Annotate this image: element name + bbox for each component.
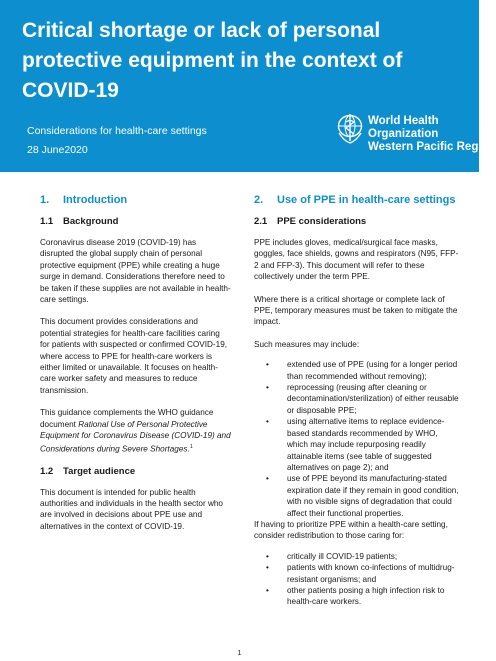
paragraph-text: This guidance complements the WHO guidance document xyxy=(40,408,214,429)
paragraph: Coronavirus disease 2019 (COVID-19) has disrupted the global supply chain of personal protective equipment (PPE) while creating a huge surge in demand. Considerations therefore need to be taken if these supplies are not available in health-care settings. xyxy=(40,238,231,305)
who-emblem-icon xyxy=(336,113,364,145)
list-item-text: use of PPE beyond its manufacturing-stated expiration date if they remain in good condition, with no visible signs of degradation that could affect their functional properties. xyxy=(287,474,459,518)
paragraph: Where there is a critical shortage or complete lack of PPE, temporary measures must be taken to mitigate the impact. xyxy=(254,294,458,327)
list-item-text: critically ill COVID-19 patients; xyxy=(287,551,398,561)
list-item xyxy=(266,359,459,382)
list-item-text: reprocessing (reusing after cleaning or decontamination/sterilization) of either reusable or disposable PPE; xyxy=(287,383,459,415)
subsection-title: PPE considerations xyxy=(277,216,367,227)
org-name-line1: World Health xyxy=(368,115,439,127)
document-reference: Rational Use of Personal Protective Equipment for Coronavirus Disease (COVID-19) and Considerations during Severe Shortages xyxy=(40,419,231,454)
list-item xyxy=(266,551,459,562)
who-org-name xyxy=(368,115,496,154)
list-item xyxy=(266,416,459,473)
subsection-title: Background xyxy=(63,216,119,227)
paragraph: Such measures may include: xyxy=(254,339,360,349)
bullet: • xyxy=(266,474,269,484)
bullet: • xyxy=(266,585,269,595)
bullet: • xyxy=(266,360,269,370)
bullet: • xyxy=(266,383,269,393)
measures-list xyxy=(266,359,459,519)
paragraph: This document provides considerations and potential strategies for health-care facilities caring for patients with suspected or confirmed COVID-19, where access to PPE for health-care workers is either limited or unavailable. It focuses on health-care worker safety and measures to reduce transmission. xyxy=(40,317,228,395)
document-subtitle: Considerations for health-care settings xyxy=(27,125,207,137)
list-item-text: patients with known co-infections of multidrug-resistant organisms; and xyxy=(287,563,455,584)
document-date: 28 June2020 xyxy=(27,144,88,156)
list-item xyxy=(266,585,459,608)
list-item xyxy=(266,562,459,585)
paragraph-text: . xyxy=(187,444,190,454)
section-2-1-heading xyxy=(254,216,459,228)
section-1-heading xyxy=(40,193,231,207)
org-region: Western Pacific Region xyxy=(368,141,496,153)
subsection-number: 1.1 xyxy=(40,216,54,227)
footnote-marker[interactable]: 1 xyxy=(189,443,193,450)
section-number: 1. xyxy=(40,194,50,206)
list-item-text: extended use of PPE (using for a longer period than recommended without removing); xyxy=(287,360,458,381)
header-banner xyxy=(0,0,496,172)
org-name-line2: Organization xyxy=(368,128,439,140)
section-1-2-heading xyxy=(40,466,231,478)
subsection-title: Target audience xyxy=(63,465,136,477)
list-item-text: using alternative items to replace evidence-based standards recommended by WHO, which may include repurposing readily attainable items (see table of suggested alternatives on page 2); and xyxy=(287,417,445,472)
paragraph: This document is intended for public health authorities and individuals in the health sector who are involved in decisions about PPE use and alternatives in the context of COVID-19. xyxy=(40,487,223,531)
paragraph xyxy=(40,407,231,454)
bullet: • xyxy=(266,417,269,427)
section-title: Use of PPE in health-care settings xyxy=(277,194,456,206)
bullet: • xyxy=(266,551,269,561)
section-2-heading xyxy=(254,193,459,207)
bullet: • xyxy=(266,563,269,573)
list-item-text: other patients posing a high infection risk to health-care workers. xyxy=(287,585,445,607)
section-1-1-heading xyxy=(40,216,231,228)
left-column xyxy=(40,193,231,532)
priority-list xyxy=(266,551,459,608)
section-title: Introduction xyxy=(63,194,128,206)
list-item xyxy=(266,473,459,519)
page-number: 1 xyxy=(237,650,242,657)
paragraph: If having to prioritize PPE within a health-care setting, consider redistribution to those caring for: xyxy=(254,519,448,541)
list-item xyxy=(266,382,459,416)
document-title: Critical shortage or lack of personal protective equipment in the context of COVID-19 xyxy=(22,19,403,102)
right-column xyxy=(254,193,459,608)
subsection-number: 1.2 xyxy=(40,465,54,477)
section-number: 2. xyxy=(254,194,264,206)
subsection-number: 2.1 xyxy=(254,216,268,227)
paragraph: PPE includes gloves, medical/surgical face masks, goggles, face shields, gowns and respirators (N95, FFP-2 and FFP-3). This document will refer to these collectively under the term PPE. xyxy=(254,238,459,282)
